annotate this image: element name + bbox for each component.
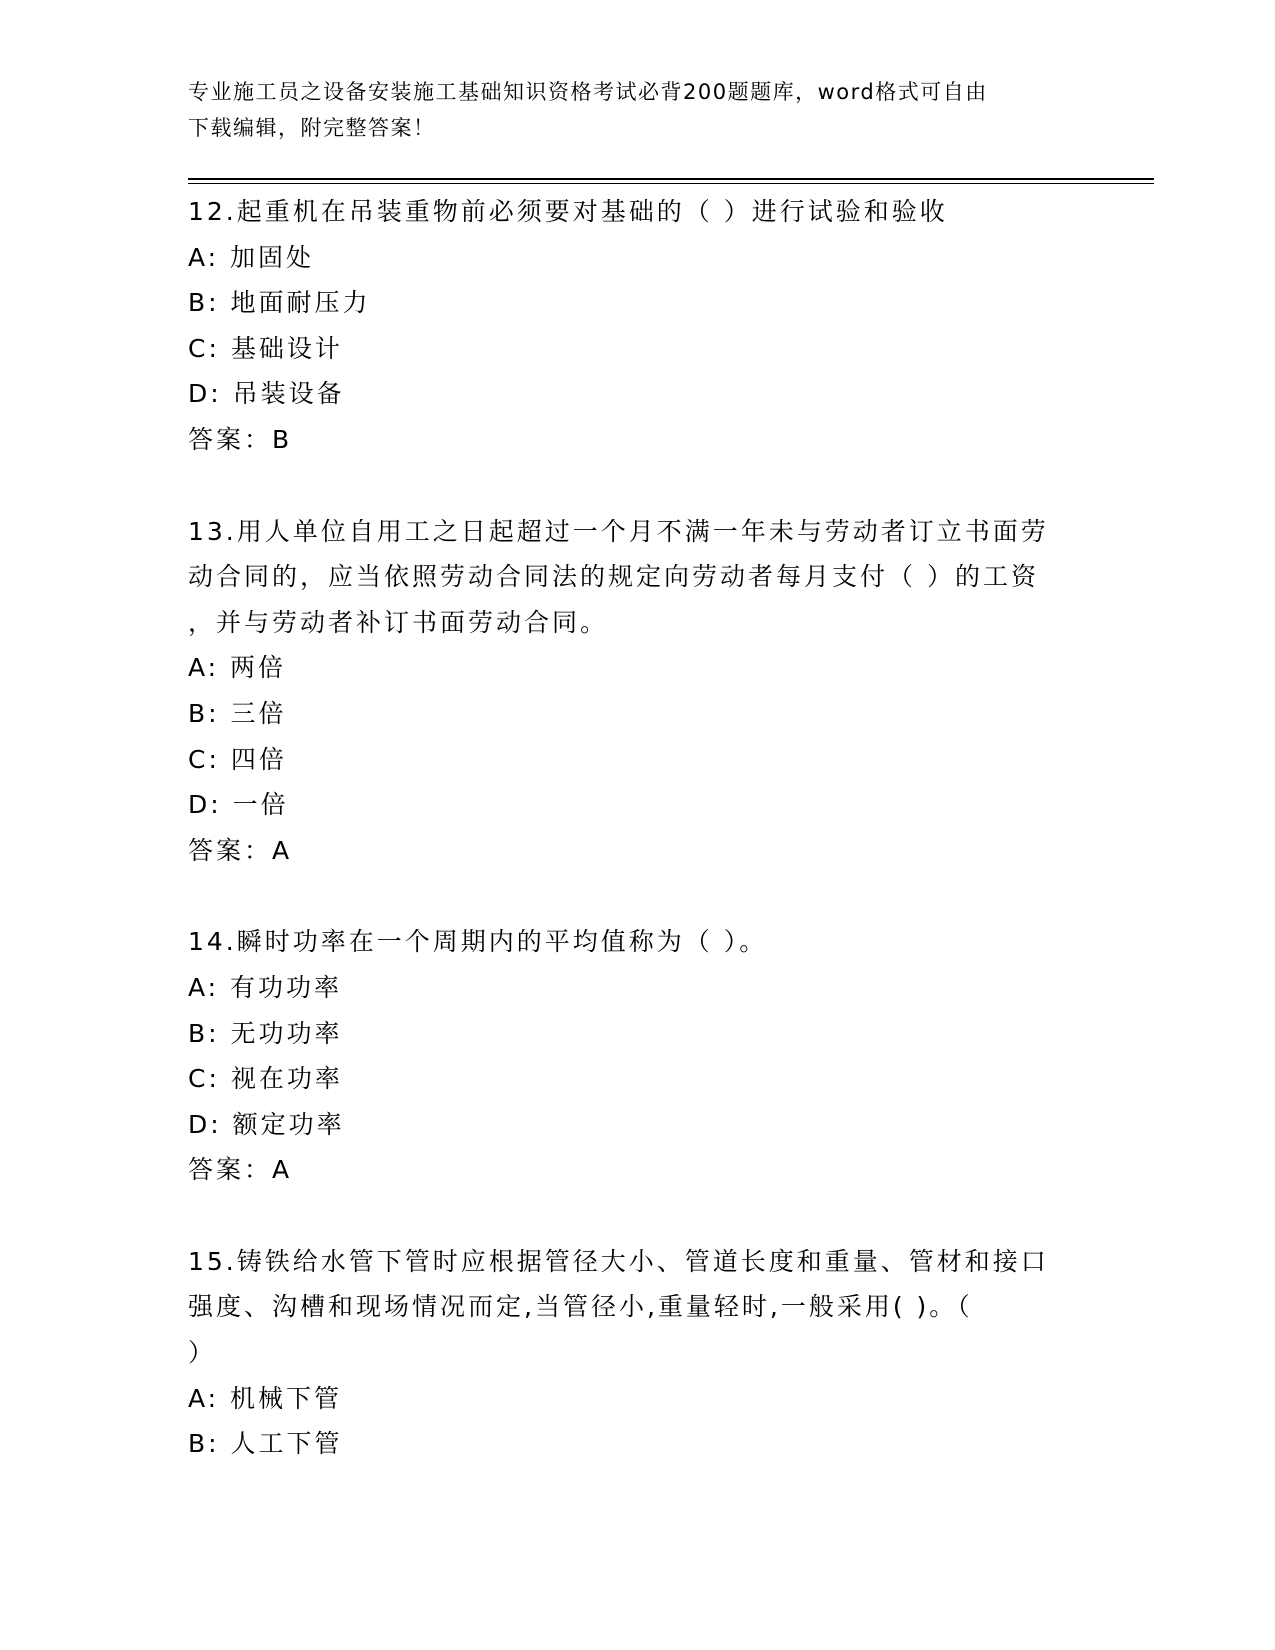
answer-line [188,1147,1088,1193]
answer-label: 答案： [188,835,273,865]
question-text: 动合同的，应当依照劳动合同法的规定向劳动者每月支付（ ）的工资 [188,562,1039,592]
question-text: 12.起重机在吊装重物前必须要对基础的（ ）进行试验和验收 [188,197,948,226]
option-a: A: 机械下管 [188,1383,343,1413]
question-list [188,189,1088,1513]
answer-value: A [272,1155,291,1185]
header-divider-thin [188,183,1154,184]
question-block [188,1239,1088,1467]
option-c: C: 四倍 [188,744,287,774]
answer-value: B [272,424,291,454]
header-divider-thick [188,178,1154,180]
question-text: ，并与劳动者补订书面劳动合同。 [188,607,609,637]
document-header [188,74,1088,146]
answer-label: 答案： [188,424,273,454]
question-text: 强度、沟槽和现场情况而定,当管径小,重量轻时,一般采用( )。（ [188,1292,973,1322]
question-block [188,919,1088,1193]
option-a: A: 加固处 [188,242,315,272]
option-b: B: 三倍 [188,698,287,728]
answer-value: A [272,835,291,865]
option-c: C: 基础设计 [188,333,343,363]
answer-label: 答案： [188,1155,273,1185]
option-b: B: 地面耐压力 [188,288,371,318]
question-text: ） [188,1338,217,1368]
option-b: B: 人工下管 [188,1429,343,1459]
option-a: A: 两倍 [188,653,287,683]
question-block [188,189,1088,463]
question-text: 14.瞬时功率在一个周期内的平均值称为（ ）。 [188,927,768,957]
option-c: C: 视在功率 [188,1064,343,1094]
option-a: A: 有功功率 [188,972,343,1002]
option-d: D: 额定功率 [188,1109,345,1139]
header-line-2: 下载编辑，附完整答案！ [188,116,436,140]
question-text: 15.铸铁给水管下管时应根据管径大小、管道长度和重量、管材和接口 [188,1246,1049,1276]
header-line-1: 专业施工员之设备安装施工基础知识资格考试必背200题题库，word格式可自由 [188,80,988,104]
question-block [188,509,1088,874]
option-b: B: 无功功率 [188,1018,343,1048]
question-text: 13.用人单位自用工之日起超过一个月不满一年未与劳动者订立书面劳 [188,516,1049,546]
answer-line [188,828,1088,874]
option-d: D: 一倍 [188,790,289,820]
answer-line [188,417,1088,463]
option-d: D: 吊装设备 [188,379,345,409]
